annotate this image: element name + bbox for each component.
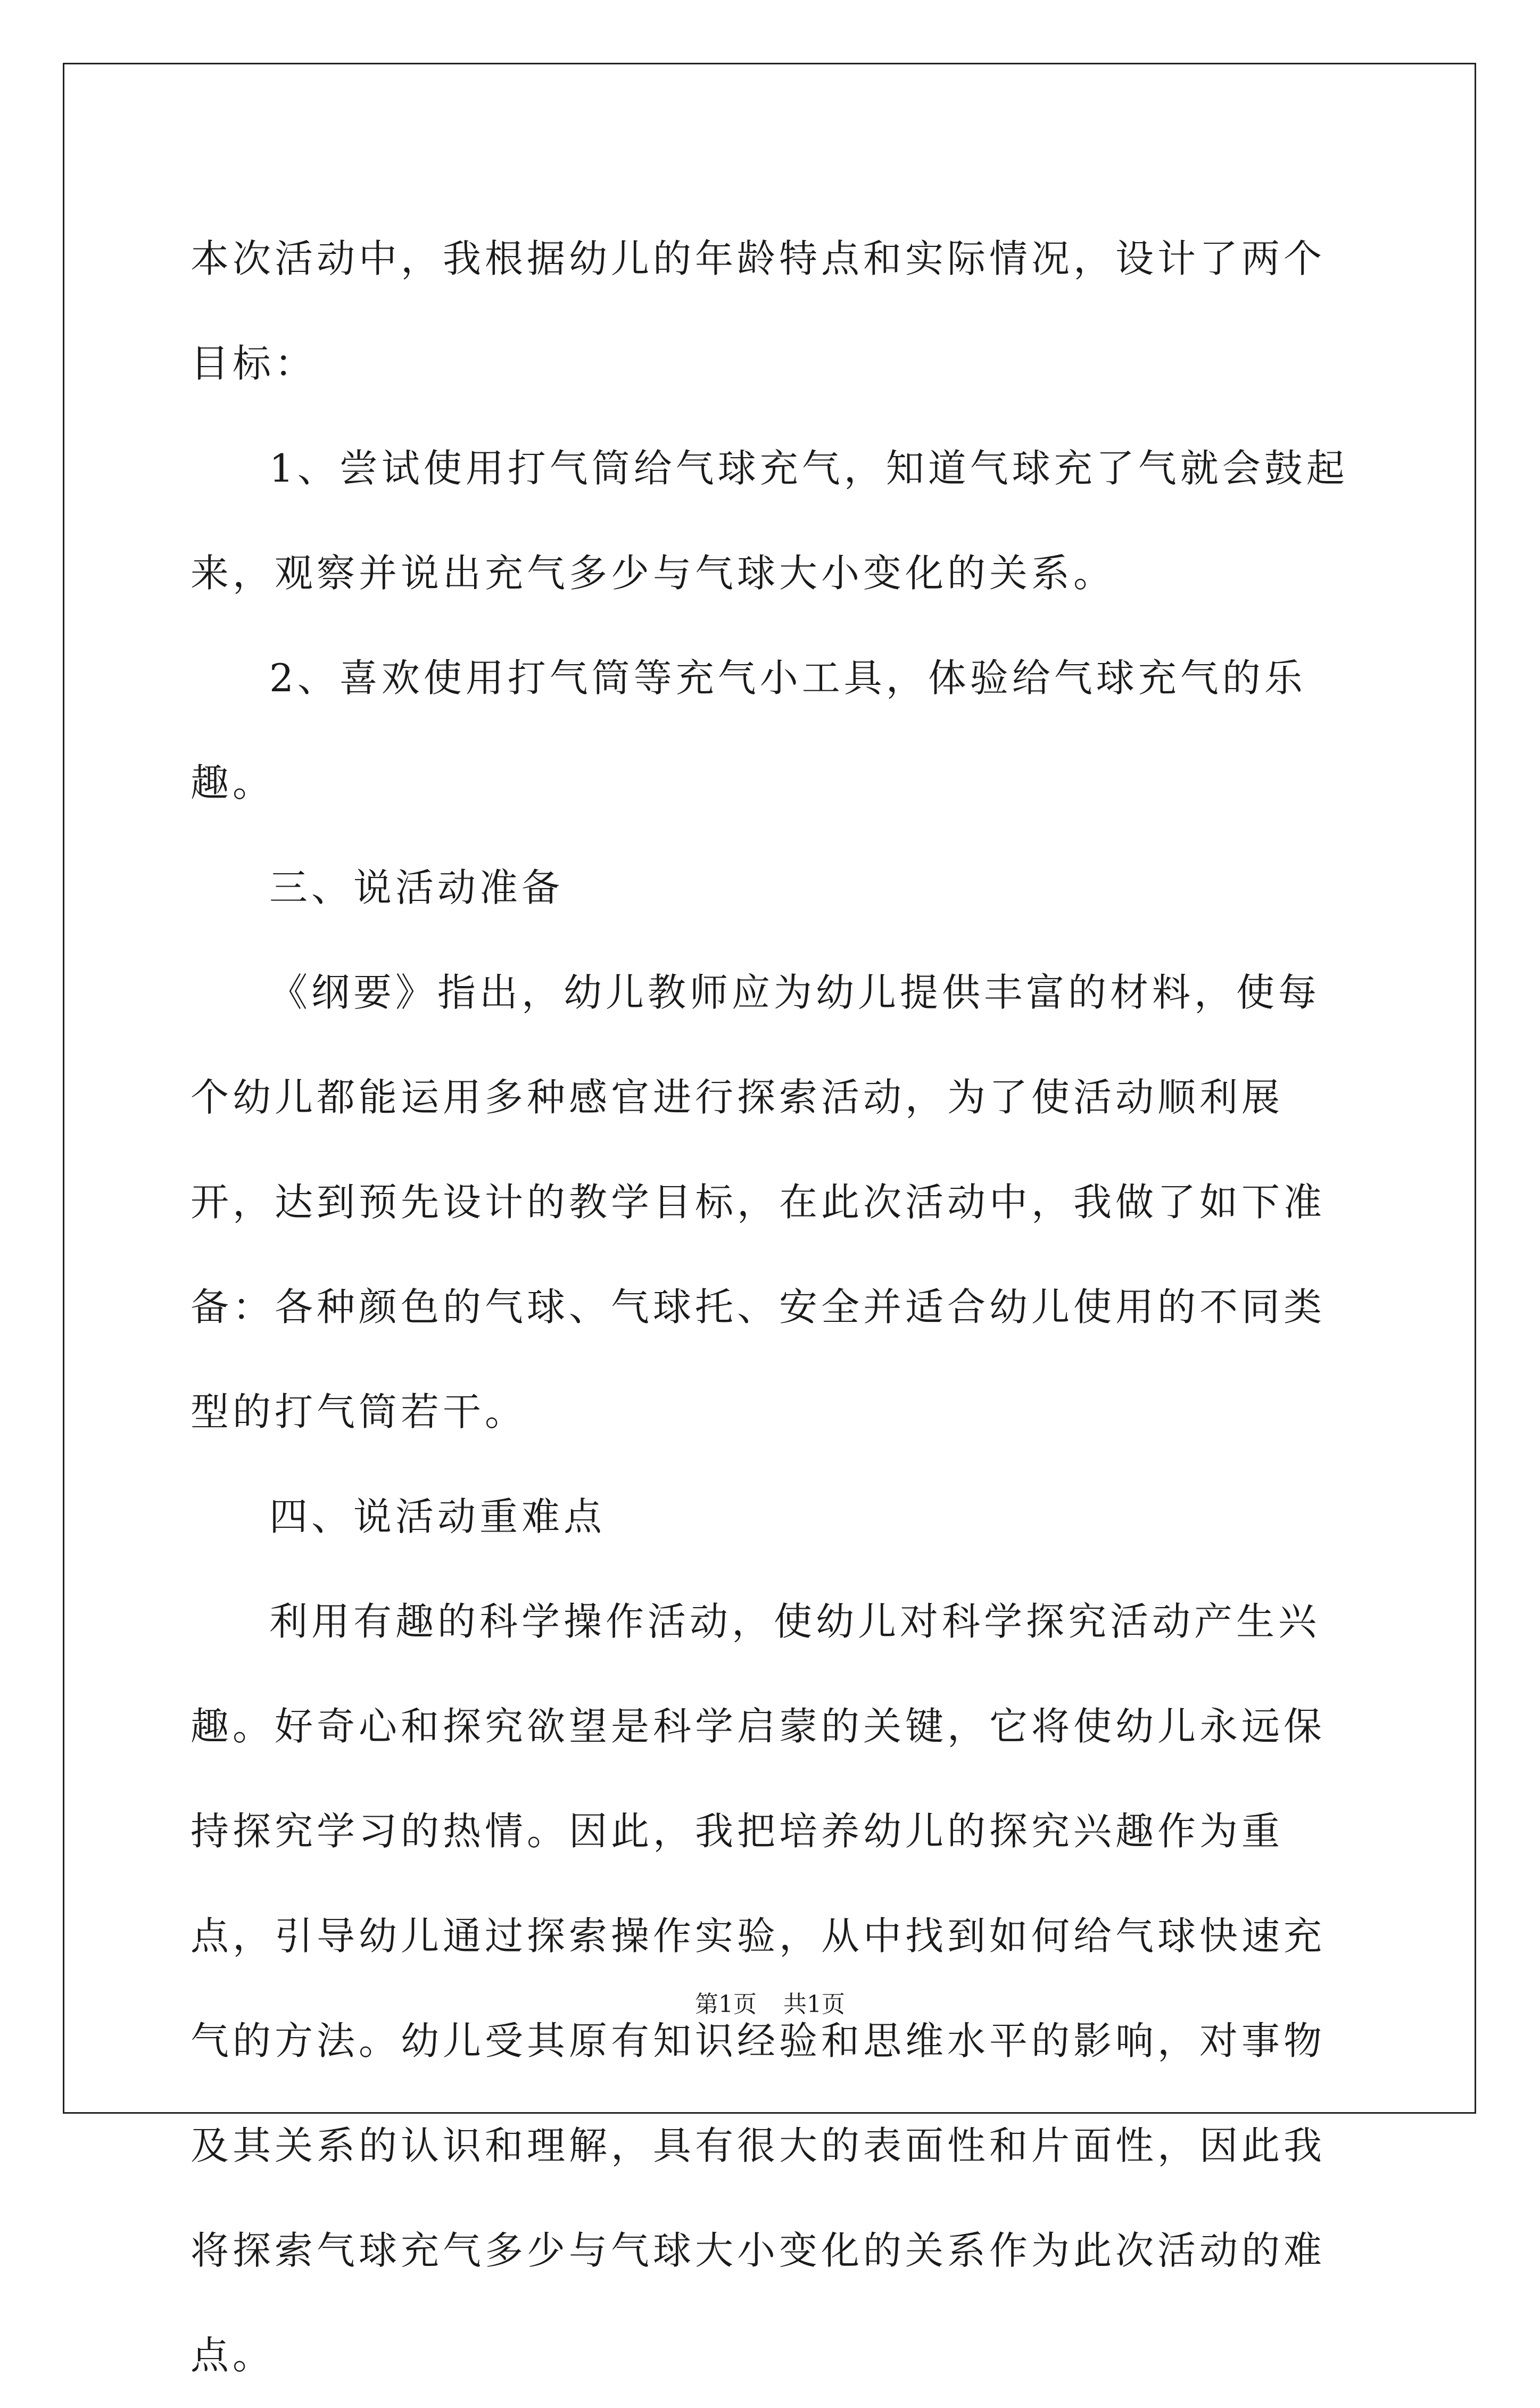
paragraph-preparation: 《纲要》指出，幼儿教师应为幼儿提供丰富的材料，使每个幼儿都能运用多种感官进行探索活动，为了使活动顺利展开，达到预先设计的教学目标，在此次活动中，我做了如下准备：各种颜色的气球、气球托、安全并适合幼儿使用的不同类型的打气筒若干。 (191, 970, 1326, 1434)
page-number: 第1页 (695, 1991, 757, 2018)
section-heading-preparation: 三、说活动准备 (269, 865, 564, 910)
paragraph-intro: 本次活动中，我根据幼儿的年龄特点和实际情况，设计了两个目标： (191, 236, 1326, 386)
section-heading-key-points: 四、说活动重难点 (269, 1494, 606, 1539)
paragraph-goal-2: 2、喜欢使用打气筒等充气小工具，体验给气球充气的乐趣。 (191, 656, 1306, 805)
page-footer (0, 1985, 1540, 2019)
page-total: 共1页 (783, 1991, 845, 2018)
paragraph-key-points: 利用有趣的科学操作活动，使幼儿对科学探究活动产生兴趣。好奇心和探究欲望是科学启蒙的关键，它将使幼儿永远保持探究学习的热情。因此，我把培养幼儿的探究兴趣作为重点，引导幼儿通过探索操作实验，从中找到如何给气球快速充气的方法。幼儿受其原有知识经验和思维水平的影响，对事物及其关系的认识和理解，具有很大的表面性和片面性，因此我将探索气球充气多少与气球大小变化的关系作为此次活动的难点。 (191, 1599, 1326, 2378)
document-body (191, 206, 1361, 2408)
paragraph-goal-1: 1、尝试使用打气筒给气球充气，知道气球充了气就会鼓起来，观察并说出充气多少与气球大小变化的关系。 (191, 446, 1348, 595)
